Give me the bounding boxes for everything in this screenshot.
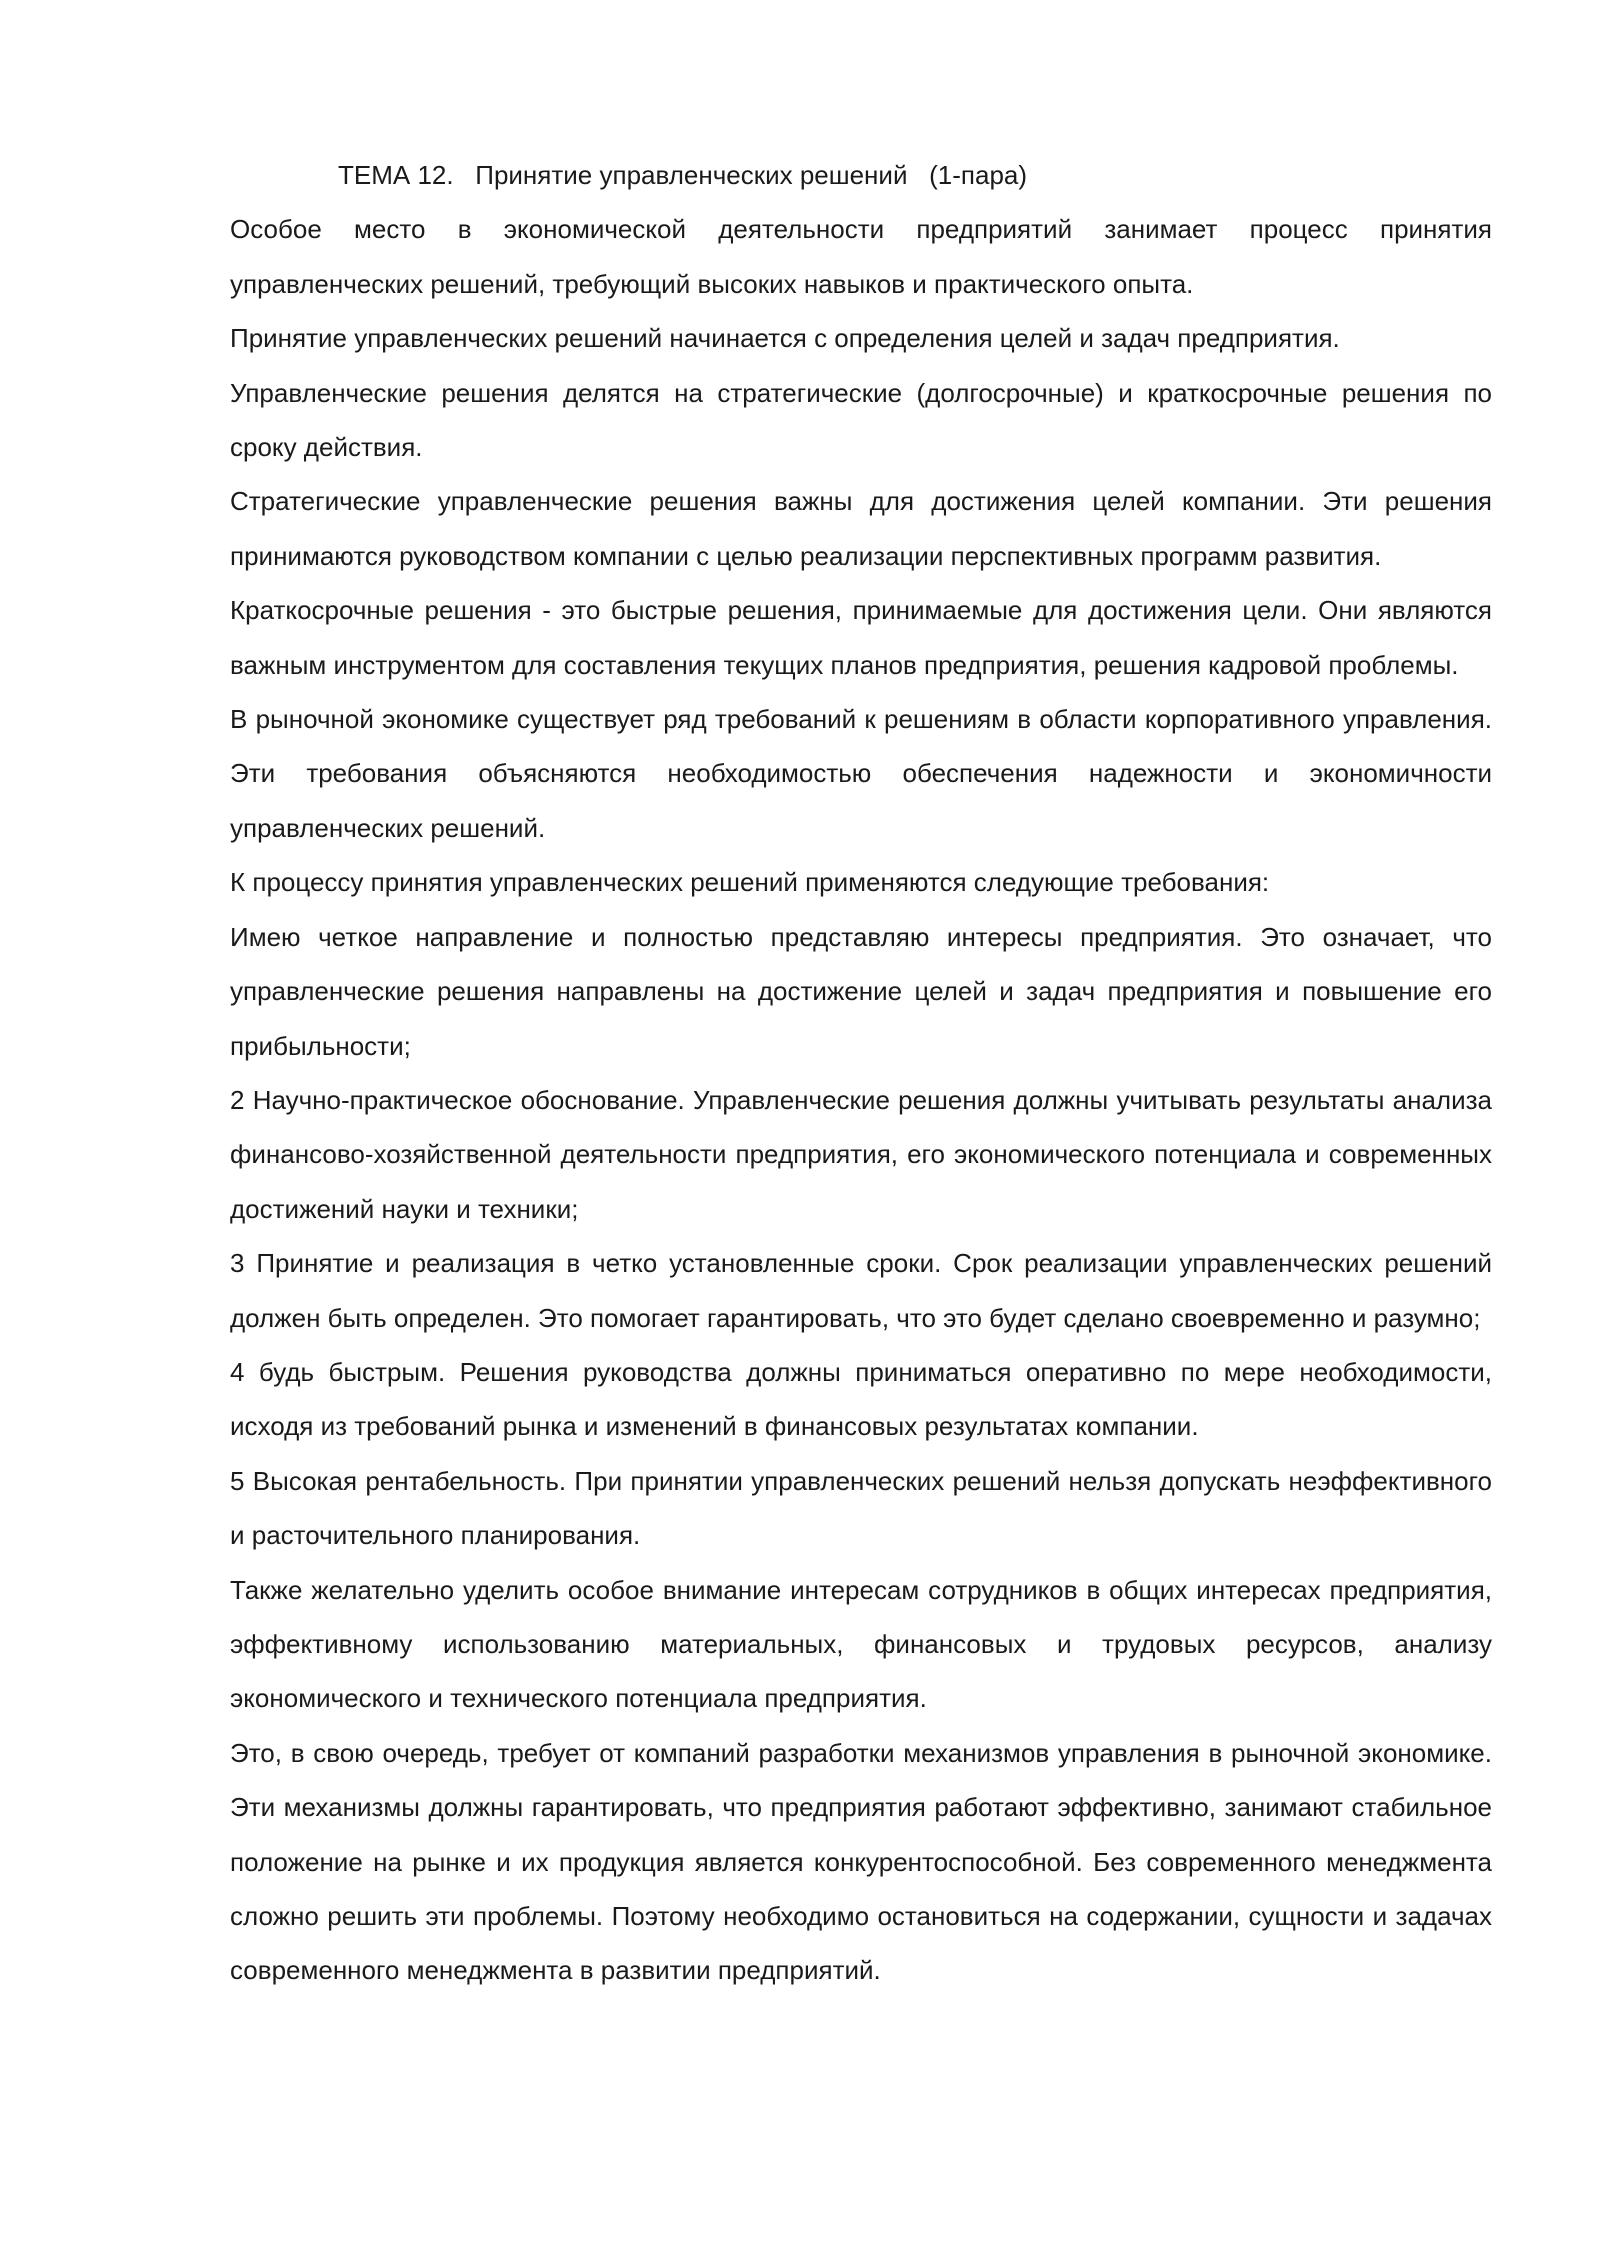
- paragraph-8: Также желательно уделить особое внимание интересам сотрудников в общих интересах предприятия, эффективному использованию материальных, финансовых и трудовых ресурсов, анализу экономического и технического потенциала предприятия.: [230, 1574, 1492, 1714]
- requirement-5: 5 Высокая рентабельность. При принятии управленческих решений нельзя допускать неэффективного и расточительного планирования.: [230, 1465, 1492, 1551]
- requirement-1: Имею четкое направление и полностью представляю интересы предприятия. Это означает, что управленческие решения направлены на достижение целей и задач предприятия и повышение его прибыльности;: [230, 921, 1492, 1061]
- paragraph-6: В рыночной экономике существует ряд требований к решениям в области корпоративного управления. Эти требования объясняются необходимостью обеспечения надежности и экономичности управленческих решений.: [230, 704, 1492, 843]
- document-title: ТЕМА 12. Принятие управленческих решений (1-пара): [338, 160, 1028, 190]
- paragraph-3: Управленческие решения делятся на стратегические (долгосрочные) и краткосрочные решения по сроку действия.: [230, 377, 1492, 463]
- document-body: [230, 148, 1492, 1998]
- paragraph-5: Краткосрочные решения - это быстрые решения, принимаемые для достижения цели. Они являются важным инструментом для составления текущих планов предприятия, решения кадровой проблемы.: [230, 595, 1492, 680]
- requirement-3: 3 Принятие и реализация в четко установленные сроки. Срок реализации управленческих решений должен быть определен. Это помогает гарантировать, что это будет сделано своевременно и разумно;: [230, 1248, 1492, 1333]
- paragraph-7: К процессу принятия управленческих решений применяются следующие требования:: [230, 867, 1270, 898]
- requirement-2: 2 Научно-практическое обоснование. Управленческие решения должны учитывать результаты анализа финансово-хозяйственной деятельности предприятия, его экономического потенциала и современных достижений науки и техники;: [230, 1084, 1492, 1224]
- paragraph-2: Принятие управленческих решений начинается с определения целей и задач предприятия.: [230, 323, 1340, 354]
- paragraph-4: Стратегические управленческие решения важны для достижения целей компании. Эти решения принимаются руководством компании с целью реализации перспективных программ развития.: [230, 486, 1492, 571]
- requirement-4: 4 будь быстрым. Решения руководства должны приниматься оперативно по мере необходимости, исходя из требований рынка и изменений в финансовых результатах компании.: [230, 1356, 1492, 1442]
- paragraph-9: Это, в свою очередь, требует от компаний разработки механизмов управления в рыночной экономике. Эти механизмы должны гарантировать, что предприятия работают эффективно, занимают стабильное положение на рынке и их продукция является конкурентоспособной. Без современного менеджмента сложно решить эти проблемы. Поэтому необходимо остановиться на содержании, сущности и задачах современного менеджмента в развитии предприятий.: [230, 1737, 1492, 1986]
- paragraph-1: Особое место в экономической деятельности предприятий занимает процесс принятия управленческих решений, требующий высоких навыков и практического опыта.: [230, 214, 1492, 299]
